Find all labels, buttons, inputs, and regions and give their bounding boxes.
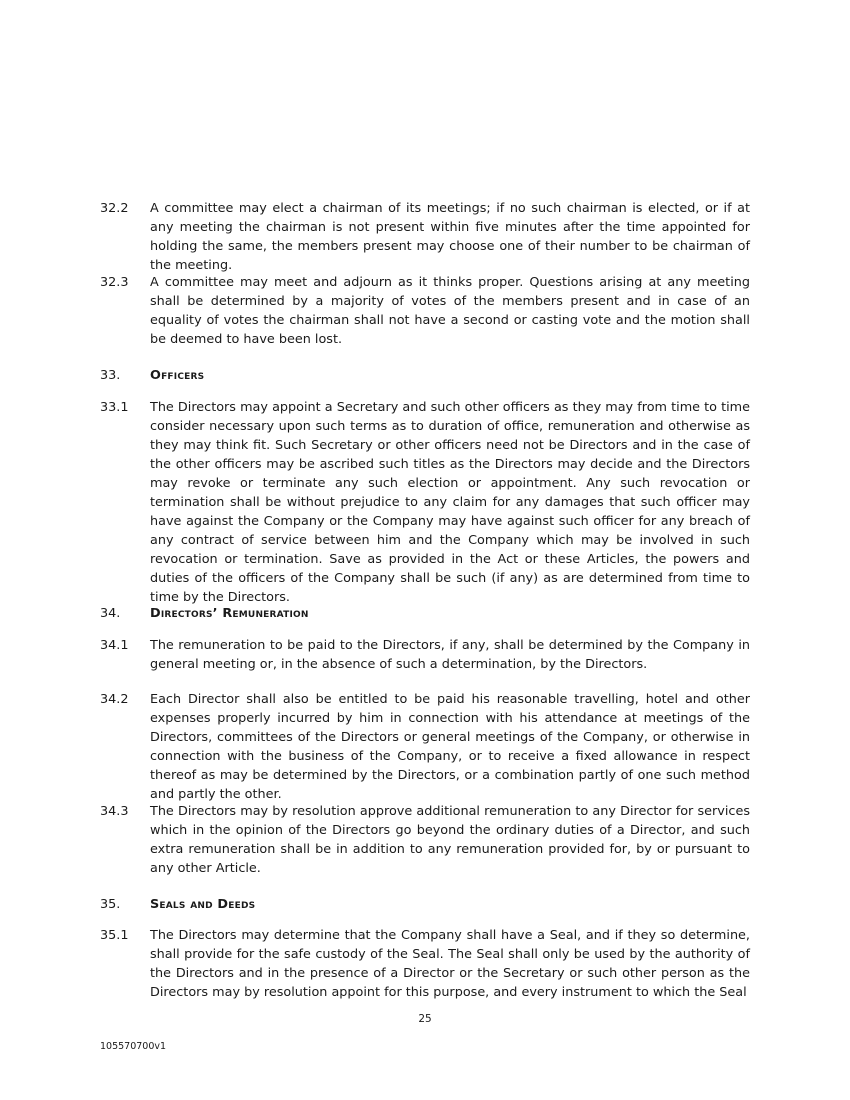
clause-text: The Directors may appoint a Secretary and such other officers as they may from time to time consider necessary upon such terms as to duration of office, remuneration and otherwise as they may think fit. Such Secretary or other officers need not be Directors and in the case of the other officers may be ascribed such titles as the Directors may decide and the Directors may revoke or terminate any such election or appointment. Any such revocation or termination shall be without prejudice to any claim for any damages that such officer may have against the Company or the Company may have against such officer for any breach of any contract of service between him and the Company which may be involved in such revocation or termination. Save as provided in the Act or these Articles, the powers and duties of the officers of the Company shall be such (if any) as are determined from time to time by the Directors. [150,400,750,605]
clause-text: A committee may meet and adjourn as it thinks proper. Questions arising at any meeting shall be determined by a majority of votes of the members present and in case of an equality of votes the chairman shall not have a second or casting vote and the motion shall be deemed to have been lost. [150,275,750,347]
clause-number: 34.2 [100,692,129,707]
section-title: Seals and Deeds [150,897,256,912]
clause-number: 35.1 [100,928,129,943]
section-number: 34. [100,606,121,621]
section-title: Directors’ Remuneration [150,606,309,621]
clause-34-1 [100,636,750,674]
clause-text: Each Director shall also be entitled to be paid his reasonable travelling, hotel and other expenses properly incurred by him in connection with his attendance at meetings of the Directors, committees of the Directors or general meetings of the Company, or otherwise in connection with the business of the Company, or to receive a fixed allowance in respect thereof as may be determined by the Directors, or a combination partly of one such method and partly the other. [150,692,750,802]
clause-32-3 [100,273,750,349]
clause-number: 33.1 [100,400,129,415]
clause-33-1 [100,398,750,607]
clause-number: 32.2 [100,201,129,216]
section-heading-seals-and-deeds [100,895,255,914]
section-number: 35. [100,897,121,912]
section-heading-officers [100,366,204,385]
clause-32-2 [100,199,750,275]
section-number: 33. [100,368,121,383]
clause-number: 34.1 [100,638,129,653]
clause-34-3 [100,802,750,878]
clause-text: The Directors may by resolution approve additional remuneration to any Director for services which in the opinion of the Directors go beyond the ordinary duties of a Director, and such extra remuneration shall be in addition to any remuneration provided for, by or pursuant to any other Article. [150,804,750,876]
document-reference: 105570700v1 [100,1041,167,1052]
clause-text: The Directors may determine that the Company shall have a Seal, and if they so determine, shall provide for the safe custody of the Seal. The Seal shall only be used by the authority of the Directors and in the presence of a Director or the Secretary or such other person as the Directors may by resolution appoint for this purpose, and every instrument to which the Seal [150,928,750,1000]
section-title: Officers [150,368,205,383]
clause-text: The remuneration to be paid to the Directors, if any, shall be determined by the Company in general meeting or, in the absence of such a determination, by the Directors. [150,638,750,672]
clause-35-1 [100,926,750,1002]
section-heading-directors-remuneration [100,604,309,623]
page-number: 25 [418,1013,432,1025]
clause-34-2 [100,690,750,804]
clause-text: A committee may elect a chairman of its meetings; if no such chairman is elected, or if at any meeting the chairman is not present within five minutes after the time appointed for holding the same, the members present may choose one of their number to be chairman of the meeting. [150,201,750,273]
clause-number: 32.3 [100,275,129,290]
clause-number: 34.3 [100,804,129,819]
